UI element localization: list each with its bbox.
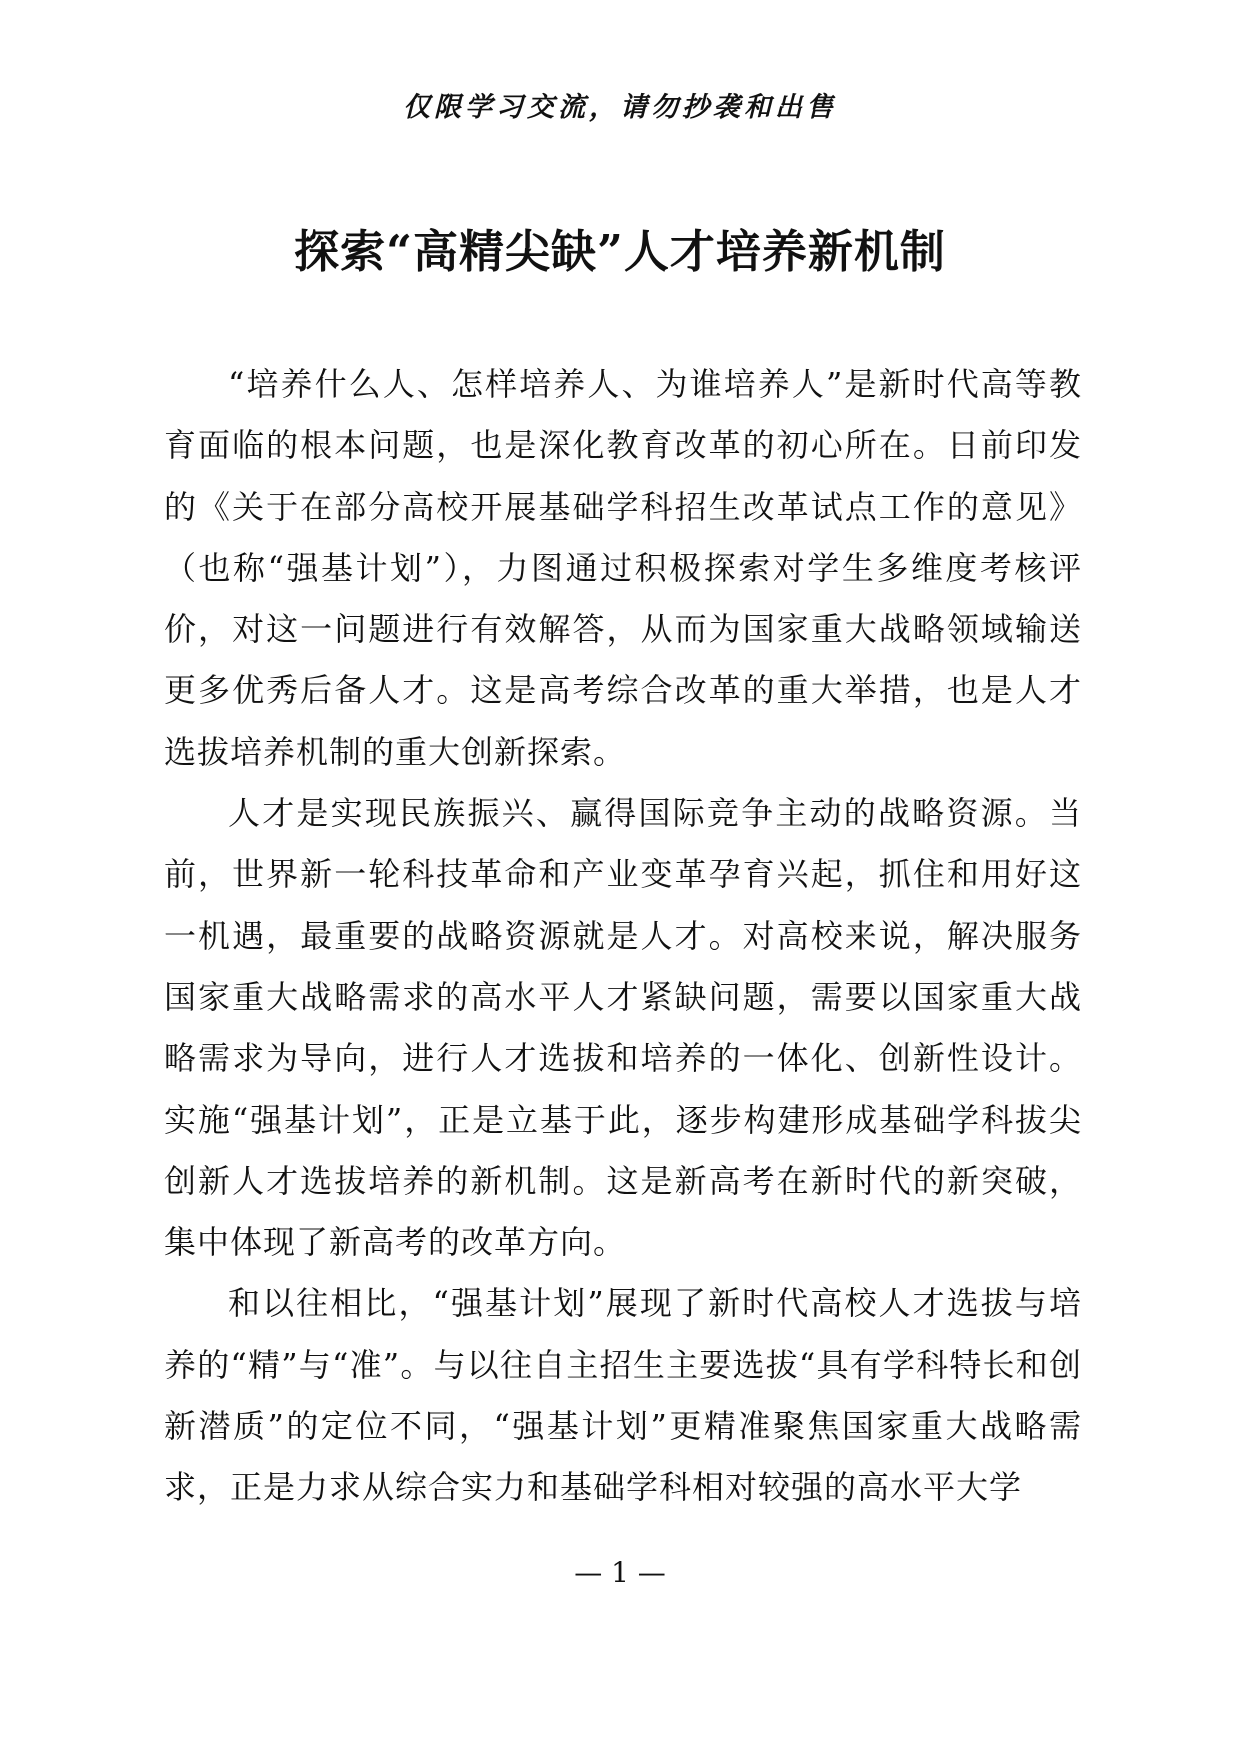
page-number: — 1 —	[574, 1556, 666, 1589]
document-body	[164, 354, 1082, 1519]
paragraph-2: 人才是实现民族振兴、赢得国际竞争主动的战略资源。当前，世界新一轮科技革命和产业变革孕育兴起，抓住和用好这一机遇，最重要的战略资源就是人才。对高校来说，解决服务国家重大战略需求的高水平人才紧缺问题，需要以国家重大战略需求为导向，进行人才选拔和培养的一体化、创新性设计。实施“强基计划”，正是立基于此，逐步构建形成基础学科拔尖创新人才选拔培养的新机制。这是新高考在新时代的新突破，集中体现了新高考的改革方向。	[164, 794, 1082, 1262]
paragraph-3: 和以往相比，“强基计划”展现了新时代高校人才选拔与培养的“精”与“准”。与以往自主招生主要选拔“具有学科特长和创新潜质”的定位不同，“强基计划”更精准聚焦国家重大战略需求，正是力求从综合实力和基础学科相对较强的高水平大学	[164, 1284, 1082, 1507]
document-title: 探索“高精尖缺”人才培养新机制	[294, 225, 946, 278]
header-note: 仅限学习交流，请勿抄袭和出售	[403, 92, 837, 123]
paragraph-1: “培养什么人、怎样培养人、为谁培养人”是新时代高等教育面临的根本问题，也是深化教育改革的初心所在。日前印发的《关于在部分高校开展基础学科招生改革试点工作的意见》（也称“强基计划”），力图通过积极探索对学生多维度考核评价，对这一问题进行有效解答，从而为国家重大战略领域输送更多优秀后备人才。这是高考综合改革的重大举措，也是人才选拔培养机制的重大创新探索。	[164, 365, 1082, 771]
